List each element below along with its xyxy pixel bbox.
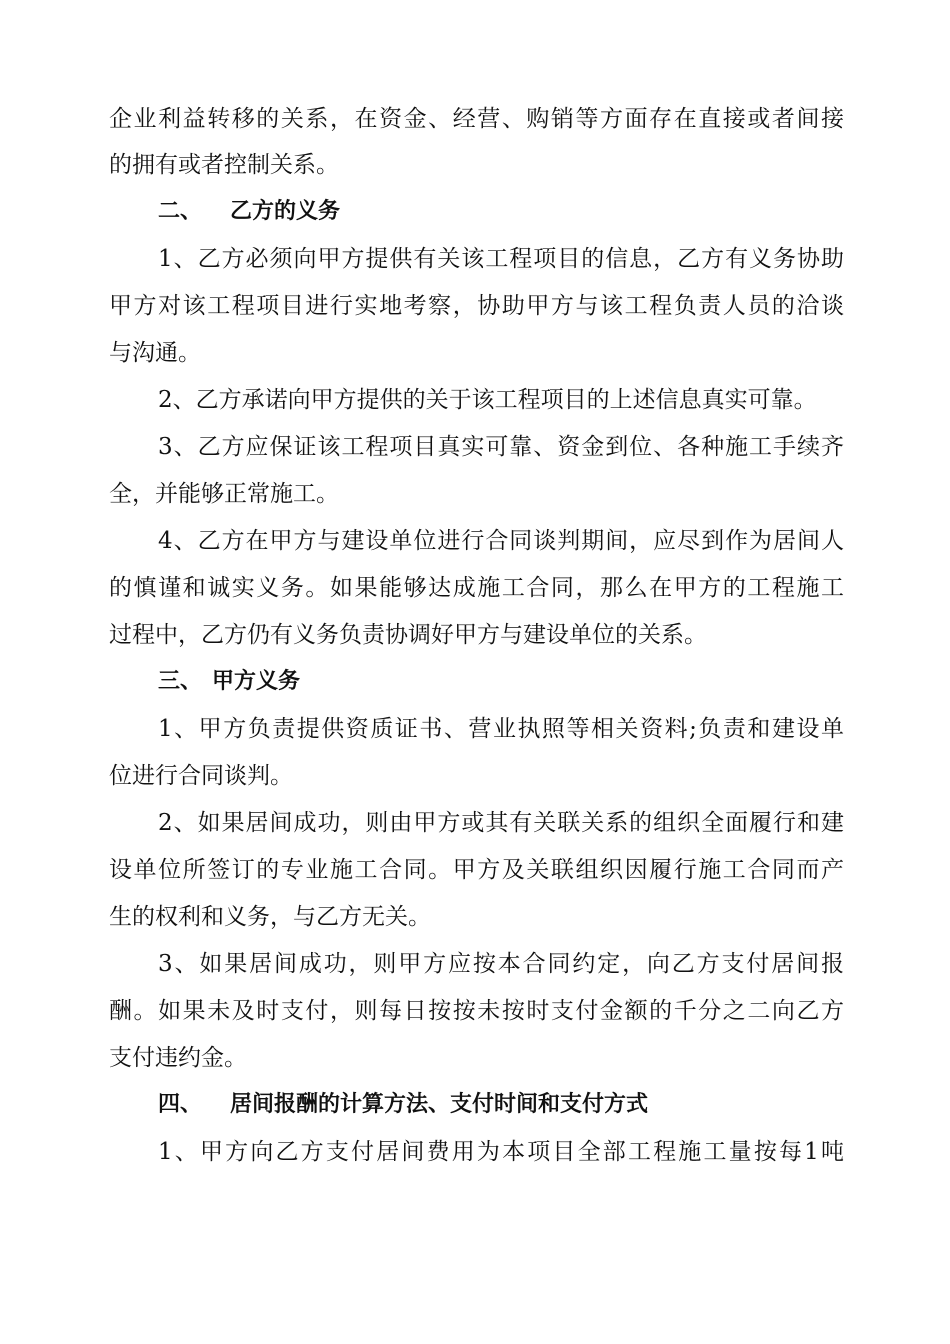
paragraph-line: 甲方对该工程项目进行实地考察，协助甲方与该工程负责人员的洽谈: [109, 293, 844, 319]
paragraph-line: 3、乙方应保证该工程项目真实可靠、资金到位、各种施工手续齐: [158, 434, 844, 460]
section-title: 甲方义务: [212, 669, 301, 694]
section-title: 居间报酬的计算方法、支付时间和支付方式: [230, 1092, 649, 1117]
paragraph-line: 过程中，乙方仍有义务负责协调好甲方与建设单位的关系。: [109, 622, 707, 648]
section-number: 三、: [158, 669, 203, 694]
section-title: 乙方的义务: [230, 199, 341, 224]
paragraph-line: 2、乙方承诺向甲方提供的关于该工程项目的上述信息真实可靠。: [158, 387, 817, 413]
section-heading-4: [158, 1087, 648, 1123]
paragraph-line: 酬。如果未及时支付，则每日按按未按时支付金额的千分之二向乙方: [109, 998, 844, 1024]
section-heading-2: [158, 194, 340, 230]
paragraph-line: 4、乙方在甲方与建设单位进行合同谈判期间，应尽到作为居间人: [158, 528, 844, 554]
paragraph-line: 1、甲方负责提供资质证书、营业执照等相关资料;负责和建设单: [158, 716, 844, 742]
paragraph-line: 位进行合同谈判。: [109, 763, 293, 789]
paragraph-line: 与沟通。: [109, 340, 201, 366]
paragraph-line: 的拥有或者控制关系。: [109, 152, 339, 178]
section-heading-3: [158, 664, 300, 700]
paragraph-line: 1、甲方向乙方支付居间费用为本项目全部工程施工量按每1吨: [158, 1139, 844, 1165]
paragraph-line: 全，并能够正常施工。: [109, 481, 339, 507]
paragraph-line: 生的权利和义务，与乙方无关。: [109, 904, 431, 930]
paragraph-line: 企业利益转移的关系，在资金、经营、购销等方面存在直接或者间接: [109, 106, 844, 132]
paragraph-line: 的慎谨和诚实义务。如果能够达成施工合同，那么在甲方的工程施工: [109, 575, 844, 601]
paragraph-line: 2、如果居间成功，则由甲方或其有关联关系的组织全面履行和建: [158, 810, 844, 836]
section-number: 二、: [158, 199, 203, 224]
section-number: 四、: [158, 1092, 203, 1117]
paragraph-line: 设单位所签订的专业施工合同。甲方及关联组织因履行施工合同而产: [109, 857, 844, 883]
paragraph-line: 1、乙方必须向甲方提供有关该工程项目的信息，乙方有义务协助: [158, 246, 844, 272]
paragraph-line: 支付违约金。: [109, 1045, 247, 1071]
paragraph-line: 3、如果居间成功，则甲方应按本合同约定，向乙方支付居间报: [158, 951, 844, 977]
